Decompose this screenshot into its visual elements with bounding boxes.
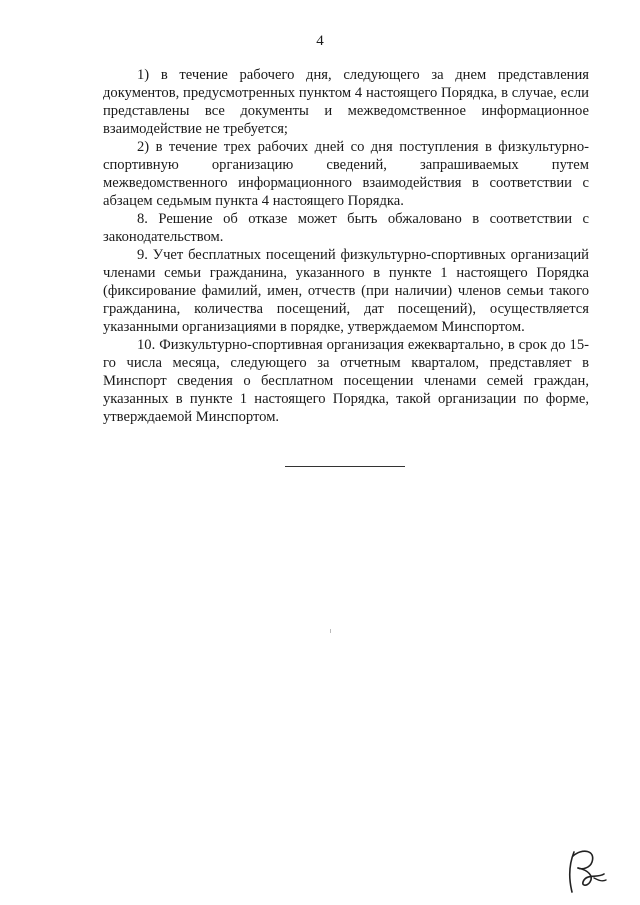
paragraph-section-8: 8. Решение об отказе может быть обжаловано в соответствии с законодательством. [103,211,589,245]
paragraph-section-10: 10. Физкультурно-спортивная организация ежеквартально, в срок до 15-го числа месяца, следующего за отчетным кварталом, представляет в Минспорт сведения о бесплатном посещении членами семей граждан, указанных в пункте 1 настоящего Порядка, такой организации по форме, утверждаемой Минспортом. [103,337,589,425]
paragraph-section-9: 9. Учет бесплатных посещений физкультурно-спортивных организаций членами семьи гражданина, указанного в пункте 1 настоящего Порядка (фиксирование фамилий, имен, отчеств (при наличии) членов семьи такого гражданина, количества посещений, дат посещений), осуществляется указанными организациями в порядке, утверждаемом Минспортом. [103,247,589,335]
page-number: 4 [316,33,324,49]
document-body [103,66,589,426]
handwritten-initials-signature [560,840,620,900]
paragraph-item-1: 1) в течение рабочего дня, следующего за днем представления документов, предусмотренных пунктом 4 настоящего Порядка, в случае, если представлены все документы и межведомственное информационное взаимодействие не требуется; [103,67,589,137]
end-separator-line [285,466,405,467]
paragraph-item-2: 2) в течение трех рабочих дней со дня поступления в физкультурно-спортивную организацию сведений, запрашиваемых путем межведомственного информационного взаимодействия в соответствии с абзацем седьмым пункта 4 настоящего Порядка. [103,139,589,209]
scan-speck [330,629,331,633]
